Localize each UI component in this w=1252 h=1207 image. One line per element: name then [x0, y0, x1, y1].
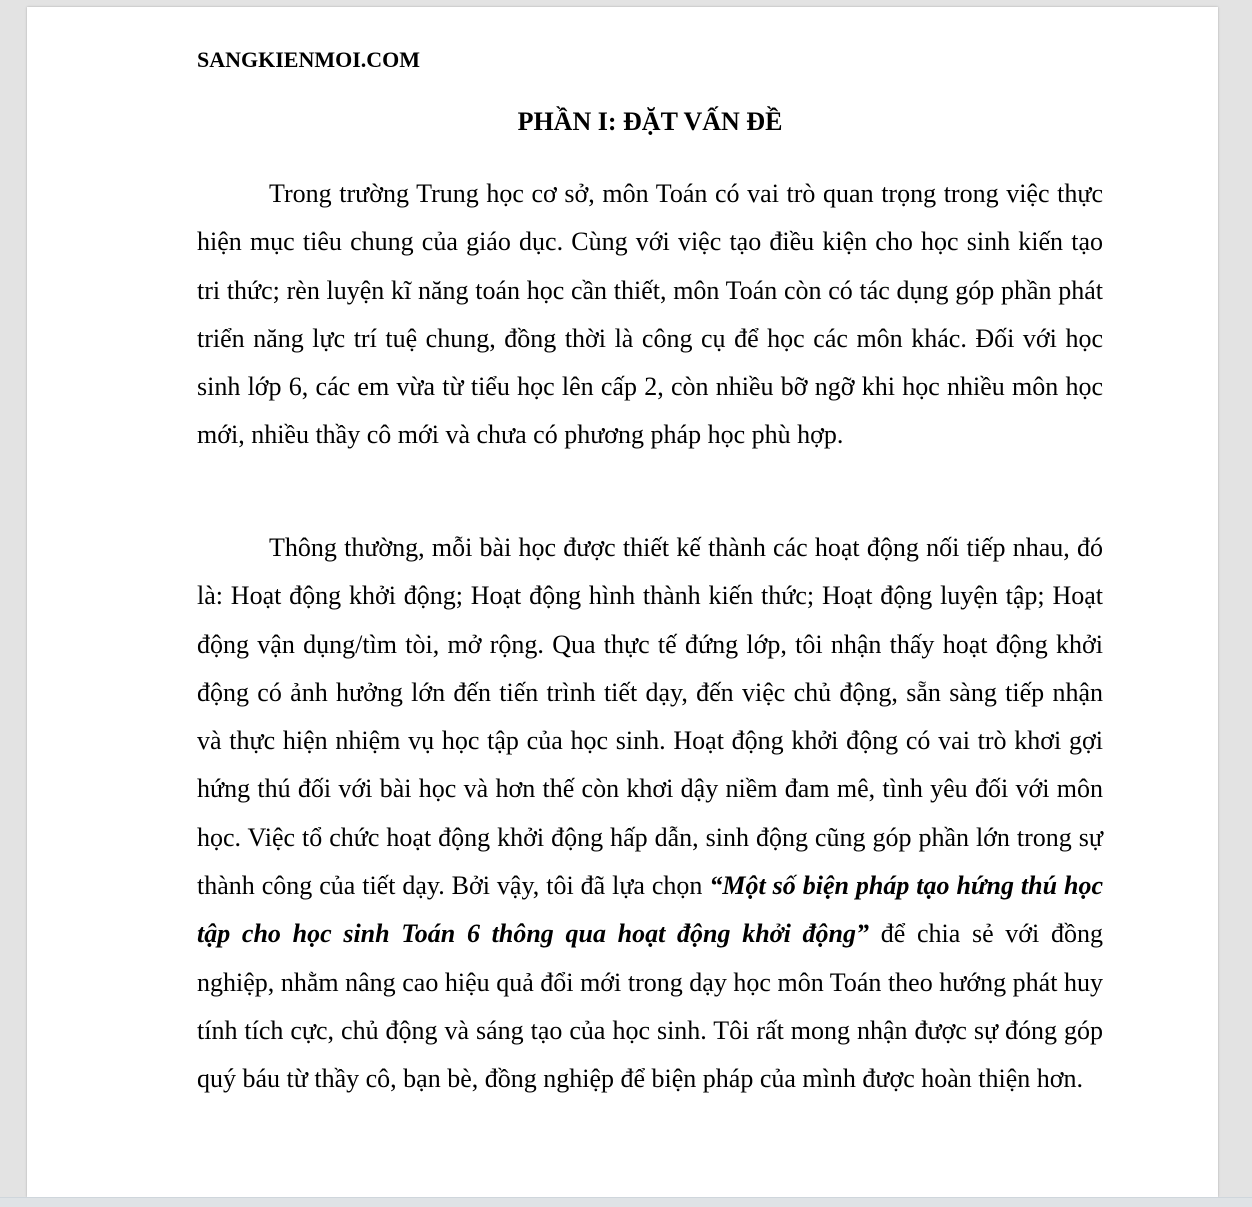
viewer-bottom-edge	[0, 1197, 1252, 1207]
paragraph-2-text-after: để chia sẻ với đồng nghiệp, nhằm nâng cao hiệu quả đổi mới trong dạy học môn Toán theo hướng phát huy tính tích cực, chủ động và sáng tạo của học sinh. Tôi rất mong nhận được sự đóng góp quý báu từ thầy cô, bạn bè, đồng nghiệp để biện pháp của mình được hoàn thiện hơn.	[197, 919, 1103, 1094]
paragraph-2	[197, 524, 1103, 1104]
paragraph-2-text-before: Thông thường, mỗi bài học được thiết kế thành các hoạt động nối tiếp nhau, đó là: Hoạt động khởi động; Hoạt động hình thành kiến thức; Hoạt động luyện tập; Hoạt động vận dụng/tìm tòi, mở rộng. Qua thực tế đứng lớp, tôi nhận thấy hoạt động khởi động có ảnh hưởng lớn đến tiến trình tiết dạy, đến việc chủ động, sẵn sàng tiếp nhận và thực hiện nhiệm vụ học tập của học sinh. Hoạt động khởi động có vai trò khơi gợi hứng thú đối với bài học và hơn thế còn khơi dậy niềm đam mê, tình yêu đối với môn học. Việc tổ chức hoạt động khởi động hấp dẫn, sinh động cũng góp phần lớn trong sự thành công của tiết dạy. Bởi vậy, tôi đã lựa chọn	[197, 533, 1103, 901]
document-page	[27, 7, 1218, 1197]
paragraph-1: Trong trường Trung học cơ sở, môn Toán có vai trò quan trọng trong việc thực hiện mục tiêu chung của giáo dục. Cùng với việc tạo điều kiện cho học sinh kiến tạo tri thức; rèn luyện kĩ năng toán học cần thiết, môn Toán còn có tác dụng góp phần phát triển năng lực trí tuệ chung, đồng thời là công cụ để học các môn khác. Đối với học sinh lớp 6, các em vừa từ tiểu học lên cấp 2, còn nhiều bỡ ngỡ khi học nhiều môn học mới, nhiều thầy cô mới và chưa có phương pháp học phù hợp.	[197, 179, 1103, 450]
site-header: SANGKIENMOI.COM	[197, 47, 421, 72]
section-title: PHẦN I: ĐẶT VẤN ĐỀ	[517, 107, 783, 136]
initiative-title-emphasis: “Một số biện pháp tạo hứng thú học tập cho học sinh Toán 6 thông qua hoạt động khởi động”	[197, 871, 1103, 949]
